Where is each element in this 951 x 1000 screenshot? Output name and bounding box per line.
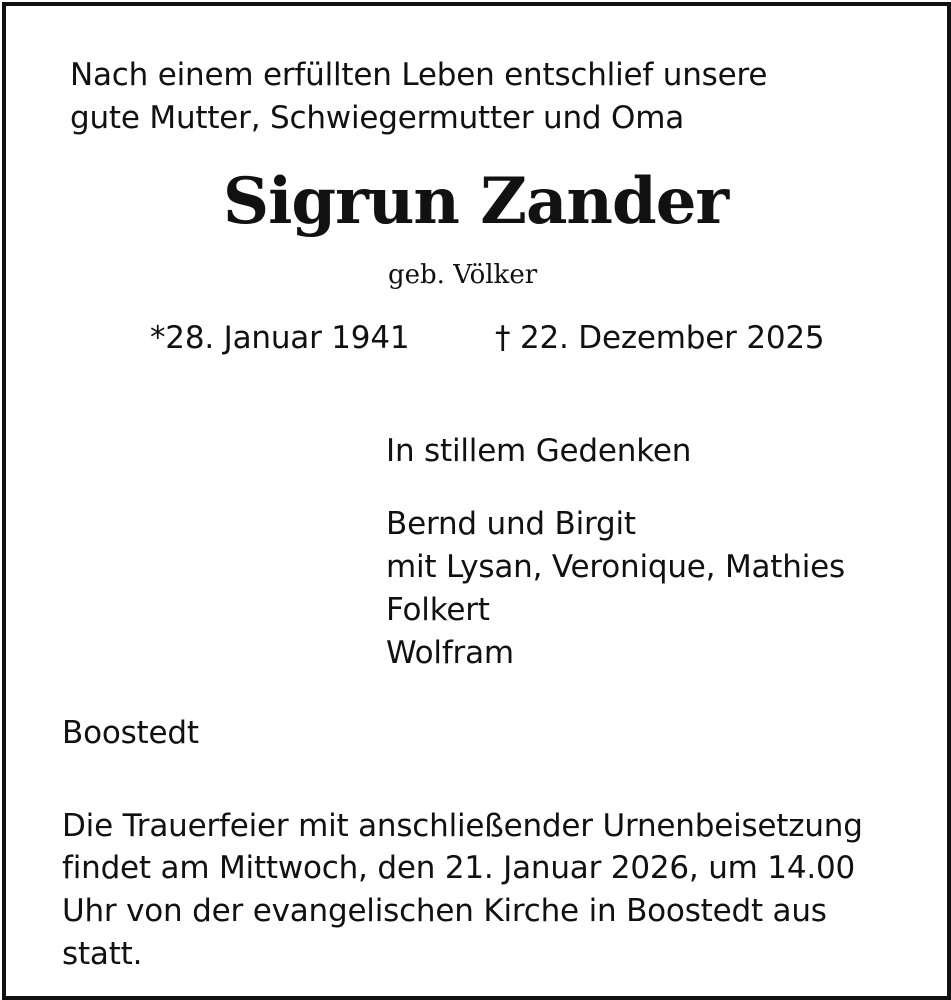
- service-line-2: findet am Mittwoch, den 21. Januar 2026, um 14.00: [62, 850, 856, 886]
- service-line-1: Die Trauerfeier mit anschließender Urnenbeisetzung: [62, 808, 863, 844]
- family-line: Bernd und Birgit: [386, 506, 636, 542]
- intro-line-1: Nach einem erfüllten Leben entschlief unsere: [70, 57, 768, 93]
- service-line-3: Uhr von der evangelischen Kirche in Boostedt aus: [62, 893, 827, 929]
- birth-date: *28. Januar 1941: [150, 320, 410, 356]
- service-line-4: statt.: [62, 936, 143, 972]
- mourning-phrase: In stillem Gedenken: [386, 433, 692, 469]
- death-date: † 22. Dezember 2025: [495, 320, 825, 356]
- family-line: Folkert: [386, 592, 490, 628]
- intro-line-2: gute Mutter, Schwiegermutter und Oma: [70, 100, 685, 136]
- deceased-name: Sigrun Zander: [222, 164, 729, 239]
- place-name: Boostedt: [62, 715, 199, 751]
- family-line: mit Lysan, Veronique, Mathies: [386, 549, 845, 585]
- birth-name: geb. Völker: [388, 260, 538, 290]
- family-line: Wolfram: [386, 635, 514, 671]
